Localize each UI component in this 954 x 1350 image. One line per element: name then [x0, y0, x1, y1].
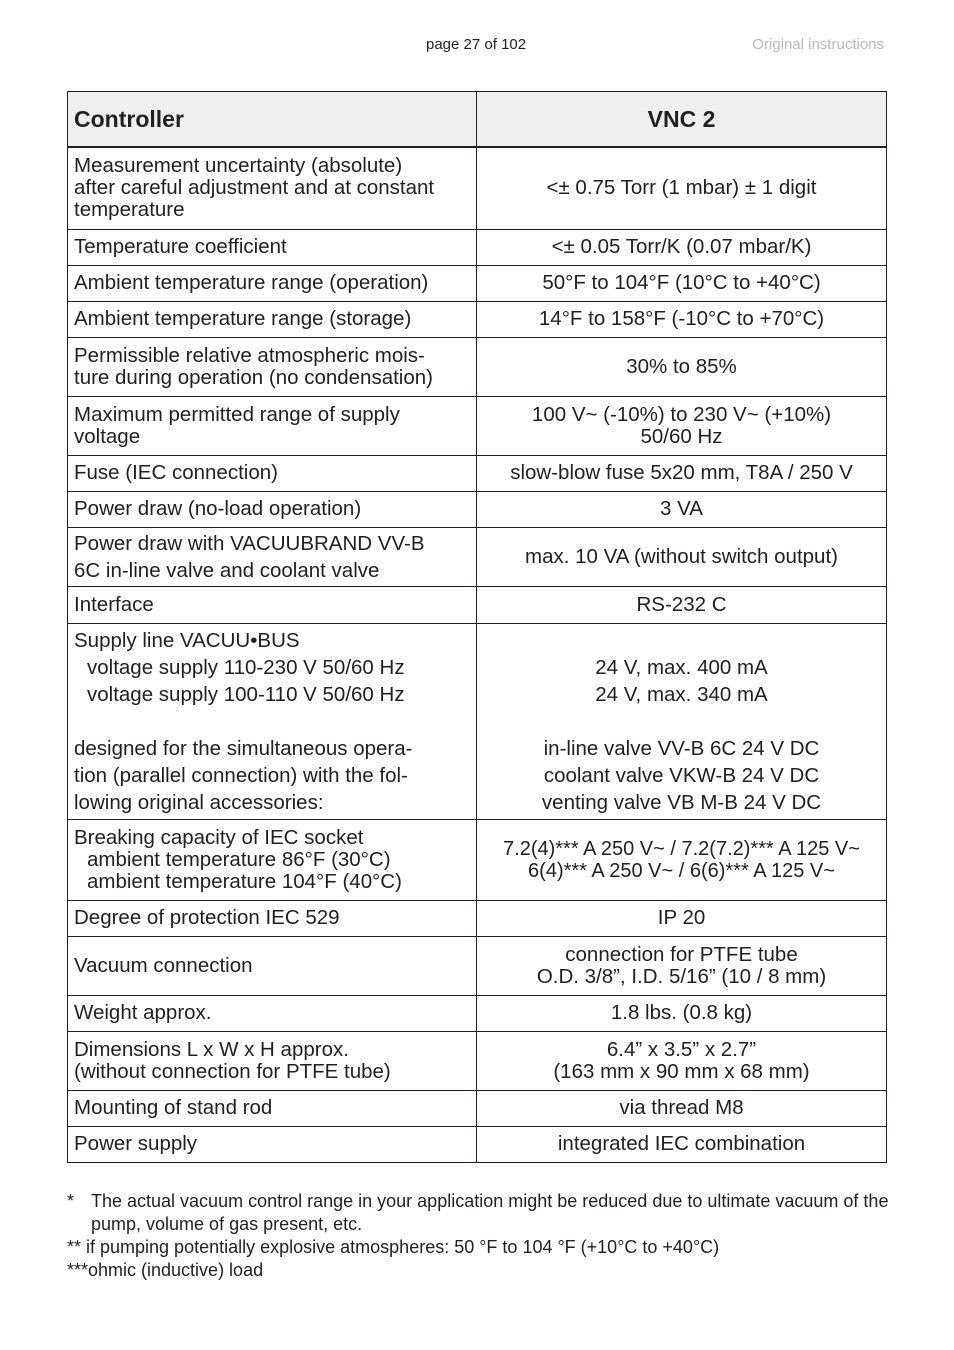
page-number: page 27 of 102 — [426, 36, 527, 53]
table-row — [68, 936, 887, 995]
row-label-line: Power supply — [74, 1132, 198, 1155]
row-value — [477, 1031, 887, 1090]
page-header — [0, 34, 954, 56]
row-value — [477, 229, 887, 265]
row-value — [477, 147, 887, 229]
row-value-line: 14°F to 158°F (-10°C to +70°C) — [538, 307, 825, 330]
row-label — [68, 491, 477, 527]
row-label — [68, 1090, 477, 1126]
row-label-line: Mounting of stand rod — [74, 1096, 273, 1119]
table-row — [68, 147, 887, 229]
row-value-line: 50°F to 104°F (10°C to +40°C) — [542, 271, 821, 294]
row-label-line: Supply line VACUU•BUS — [74, 628, 300, 652]
row-value — [477, 900, 887, 936]
row-label-line: Dimensions L x W x H approx. — [74, 1037, 349, 1061]
footnote-text: The actual vacuum control range in your application might be reduced due to ultimate vacuum of the pump, volume of gas present, etc. — [91, 1191, 889, 1234]
table-row — [68, 1126, 887, 1162]
table-row — [68, 623, 887, 819]
row-value-line: 100 V~ (-10%) to 230 V~ (+10%) — [531, 402, 832, 426]
row-value — [477, 301, 887, 337]
row-label-line: lowing original accessories: — [74, 790, 324, 814]
row-label — [68, 623, 477, 819]
row-value-line: <± 0.75 Torr (1 mbar) ± 1 digit — [546, 176, 817, 200]
column-header-controller: Controller — [68, 92, 477, 148]
row-label-line: Ambient temperature range (operation) — [74, 271, 429, 294]
footnote-2: ** if pumping potentially explosive atmospheres: 50 °F to 104 °F (+10°C to +40°C) — [67, 1237, 720, 1257]
row-value-line: 30% to 85% — [626, 354, 737, 378]
row-label-line: voltage — [74, 424, 141, 448]
row-value-line: 3 VA — [660, 497, 703, 520]
row-label — [68, 936, 477, 995]
row-value-line: max. 10 VA (without switch output) — [525, 545, 838, 568]
row-value-line: IP 20 — [657, 906, 706, 929]
row-label-line: temperature — [74, 198, 185, 222]
column-header-model: VNC 2 — [477, 92, 887, 148]
table-row — [68, 586, 887, 623]
row-label-line: Maximum permitted range of supply — [74, 402, 400, 426]
row-value-line: RS-232 C — [636, 592, 727, 616]
row-label-line: tion (parallel connection) with the fol- — [74, 763, 408, 787]
row-value — [477, 1090, 887, 1126]
row-value-line: 6.4” x 3.5” x 2.7” — [606, 1037, 757, 1061]
row-label-line: ture during operation (no condensation) — [74, 365, 433, 389]
row-value — [477, 455, 887, 491]
row-label-line: Permissible relative atmospheric mois- — [74, 343, 425, 367]
row-value — [477, 623, 887, 819]
row-value-line: integrated IEC combination — [557, 1132, 806, 1155]
row-label-line: (without connection for PTFE tube) — [74, 1059, 391, 1083]
row-label-line: Temperature coefficient — [74, 235, 287, 258]
table-row — [68, 265, 887, 301]
row-label-line: voltage supply 110-230 V 50/60 Hz — [87, 655, 405, 679]
row-label-line: ambient temperature 86°F (30°C) — [87, 847, 391, 871]
row-value — [477, 265, 887, 301]
footnote-marker: * — [67, 1191, 75, 1211]
row-label-line: ambient temperature 104°F (40°C) — [87, 869, 402, 893]
row-value — [477, 936, 887, 995]
row-value — [477, 491, 887, 527]
table-row — [68, 995, 887, 1031]
table-row — [68, 396, 887, 455]
row-label — [68, 1031, 477, 1090]
row-value-line: (163 mm x 90 mm x 68 mm) — [553, 1059, 810, 1083]
row-label-line: Power draw (no-load operation) — [74, 497, 362, 520]
row-label-line: Degree of protection IEC 529 — [74, 906, 340, 929]
footnote-1 — [67, 1190, 897, 1236]
specifications-table — [67, 91, 887, 1163]
row-label — [68, 337, 477, 396]
row-value — [477, 527, 887, 586]
row-value — [477, 396, 887, 455]
row-value — [477, 1126, 887, 1162]
table-row — [68, 1031, 887, 1090]
table-row — [68, 455, 887, 491]
row-label — [68, 396, 477, 455]
footnotes — [67, 1190, 897, 1282]
table-row — [68, 229, 887, 265]
row-label — [68, 301, 477, 337]
table-row — [68, 337, 887, 396]
row-label-line: Fuse (IEC connection) — [74, 461, 278, 484]
row-label — [68, 265, 477, 301]
row-value-line: in-line valve VV-B 6C 24 V DC — [543, 736, 820, 760]
row-label — [68, 1126, 477, 1162]
row-value-line: 7.2(4)*** A 250 V~ / 7.2(7.2)*** A 125 V~ — [503, 837, 860, 860]
row-label-line: Vacuum connection — [74, 953, 253, 977]
row-label-line: Breaking capacity of IEC socket — [74, 825, 364, 849]
table-row — [68, 491, 887, 527]
row-label-line: Interface — [74, 592, 154, 616]
row-value-line: 24 V, max. 340 mA — [595, 682, 768, 706]
row-value — [477, 995, 887, 1031]
row-value — [477, 586, 887, 623]
row-label-line: designed for the simultaneous opera- — [74, 736, 413, 760]
row-value-line: via thread M8 — [619, 1096, 744, 1119]
row-label — [68, 900, 477, 936]
row-value-line: slow-blow fuse 5x20 mm, T8A / 250 V — [510, 461, 853, 484]
row-value-line: O.D. 3/8”, I.D. 5/16” (10 / 8 mm) — [536, 964, 827, 988]
row-label-line: Weight approx. — [74, 1001, 212, 1024]
row-value-line: 1.8 lbs. (0.8 kg) — [610, 1001, 753, 1024]
row-label — [68, 527, 477, 586]
row-value-line: 6(4)*** A 250 V~ / 6(6)*** A 125 V~ — [528, 859, 835, 882]
table-row — [68, 1090, 887, 1126]
row-label — [68, 455, 477, 491]
table-row — [68, 527, 887, 586]
row-label — [68, 995, 477, 1031]
row-label-line: 6C in-line valve and coolant valve — [74, 558, 380, 582]
footnote-3: ***ohmic (inductive) load — [67, 1260, 264, 1280]
row-label-line: Measurement uncertainty (absolute) — [74, 154, 403, 178]
row-value — [477, 337, 887, 396]
row-value-line: connection for PTFE tube — [565, 942, 798, 966]
row-label — [68, 586, 477, 623]
row-value — [477, 819, 887, 900]
table-header-row — [68, 92, 887, 148]
row-label-line: after careful adjustment and at constant — [74, 176, 435, 200]
row-label — [68, 819, 477, 900]
row-value-line: venting valve VB M-B 24 V DC — [541, 790, 822, 814]
row-label-line: voltage supply 100-110 V 50/60 Hz — [87, 682, 405, 706]
row-value-line: <± 0.05 Torr/K (0.07 mbar/K) — [551, 235, 812, 258]
row-value-line: coolant valve VKW-B 24 V DC — [543, 763, 820, 787]
row-value-line: 50/60 Hz — [640, 424, 723, 448]
row-label — [68, 229, 477, 265]
row-label-line: Ambient temperature range (storage) — [74, 307, 412, 330]
header-note: Original instructions — [752, 36, 884, 53]
row-value-line: 24 V, max. 400 mA — [595, 655, 768, 679]
table-row — [68, 900, 887, 936]
row-label-line: Power draw with VACUUBRAND VV-B — [74, 531, 425, 555]
row-label — [68, 147, 477, 229]
table-row — [68, 819, 887, 900]
table-row — [68, 301, 887, 337]
